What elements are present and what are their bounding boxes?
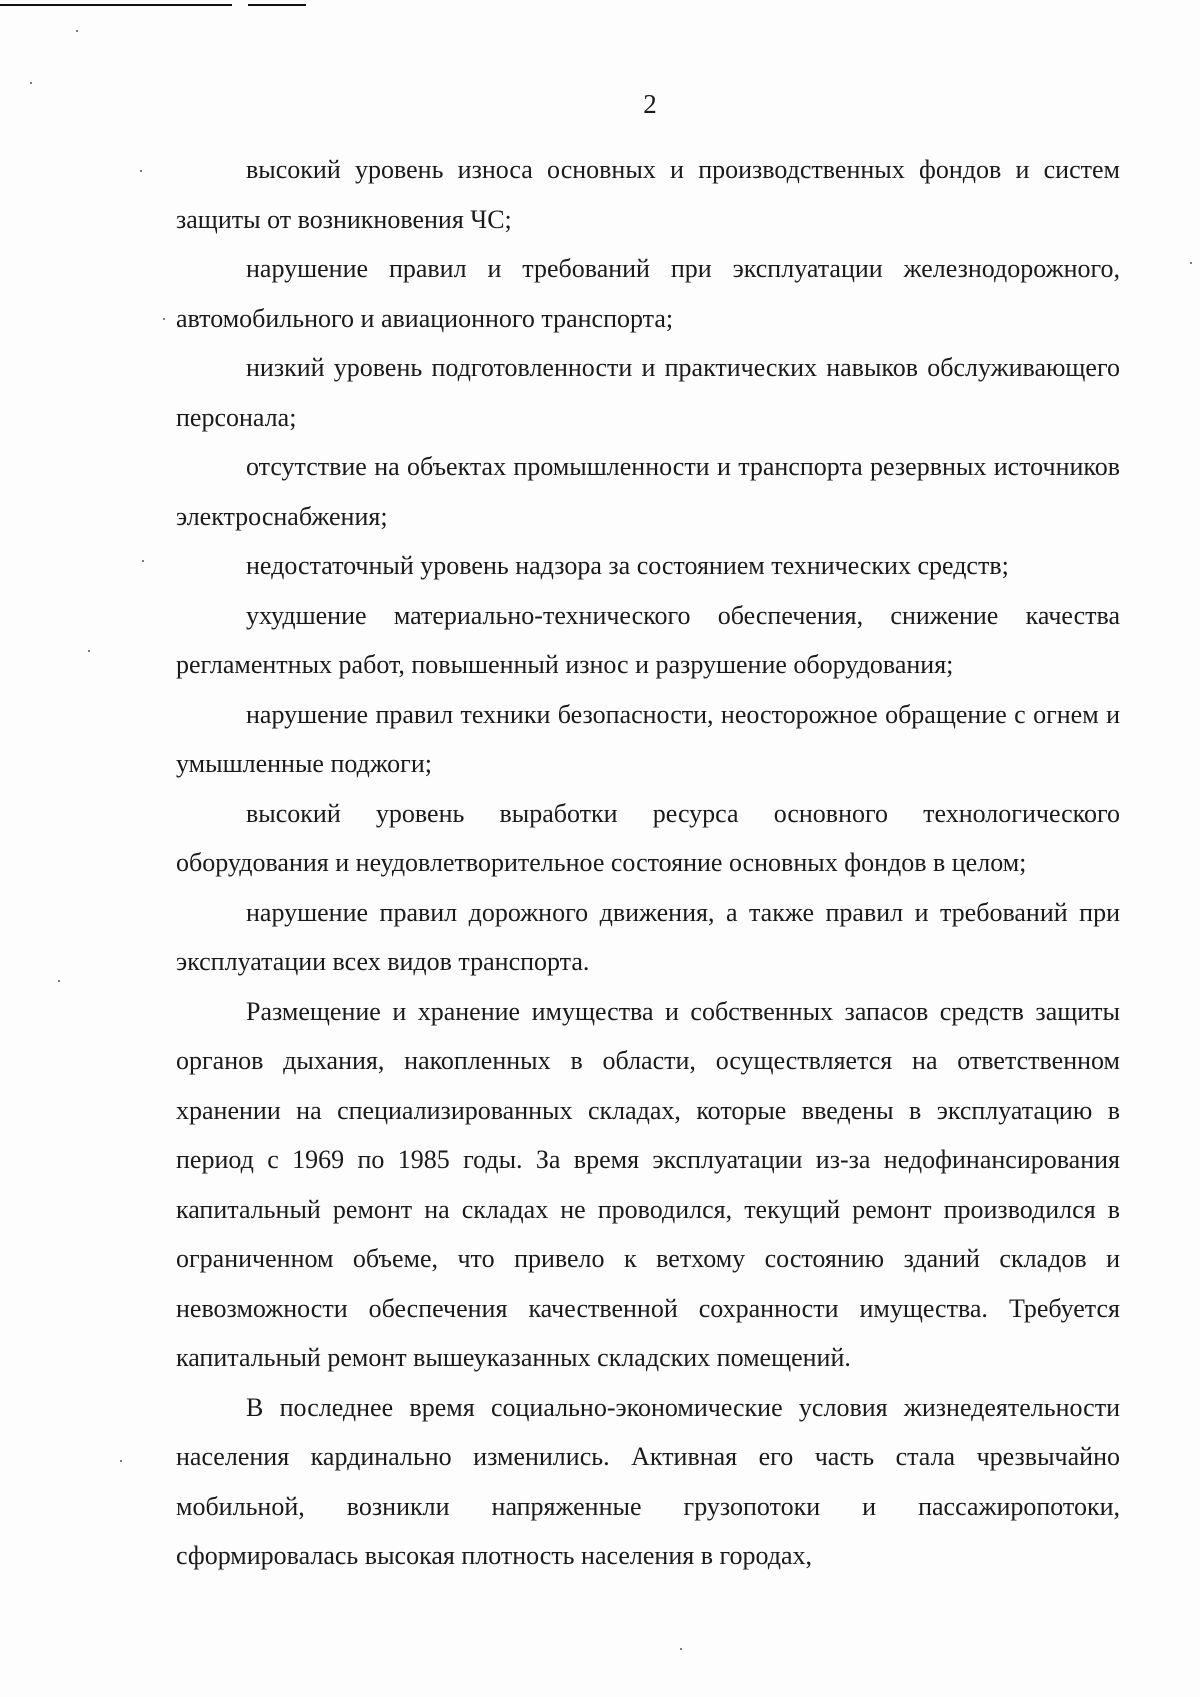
top-rule-right — [248, 4, 306, 6]
top-rule-left — [0, 4, 232, 6]
scan-speck — [88, 650, 90, 652]
paragraph-11: В последнее время социально-экономические условия жизнедеятельности населения кардинально изменились. Активная его часть стала чрезвычайно мобильной, возникли напряженные грузопотоки и пассажиропотоки, сформировалась высокая плотность населения в городах, — [176, 1392, 1120, 1570]
scan-speck — [1190, 262, 1192, 264]
page-number: 2 — [643, 89, 657, 119]
paragraph-10: Размещение и хранение имущества и собственных запасов средств защиты органов дыхания, накопленных в области, осуществляется на ответственном хранении на специализированных складах, которые введены в эксплуатацию в период с 1969 по 1985 годы. За время эксплуатации из-за недофинансирования капитальный ремонт на складах не проводился, текущий ремонт производился в ограниченном объеме, что привело к ветхому состоянию зданий складов и невозможности обеспечения качественной сохранности имущества. Требуется капитальный ремонт вышеуказанных складских помещений. — [176, 996, 1120, 1372]
paragraph-9: нарушение правил дорожного движения, а также правил и требований при эксплуатации всех видов транспорта. — [176, 897, 1120, 976]
paragraph-5: недостаточный уровень надзора за состоянием технических средств; — [246, 551, 1009, 580]
paragraph-1: высокий уровень износа основных и производственных фондов и систем защиты от возникновения ЧС; — [176, 155, 1120, 234]
scan-speck — [76, 30, 78, 32]
scan-speck — [120, 1460, 122, 1462]
scan-speck — [680, 1648, 682, 1650]
paragraph-2: нарушение правил и требований при эксплуатации железнодорожного, автомобильного и авиационного транспорта; — [176, 254, 1120, 333]
text-body — [176, 145, 1120, 1581]
scan-speck — [163, 318, 165, 320]
paragraph-8: высокий уровень выработки ресурса основного технологического оборудования и неудовлетворительное состояние основных фондов в целом; — [176, 798, 1120, 877]
paragraph-6: ухудшение материально-технического обеспечения, снижение качества регламентных работ, повышенный износ и разрушение оборудования; — [176, 600, 1120, 679]
scan-speck — [142, 560, 144, 562]
paragraph-7: нарушение правил техники безопасности, неосторожное обращение с огнем и умышленные поджоги; — [176, 699, 1120, 778]
paragraph-3: низкий уровень подготовленности и практических навыков обслуживающего персонала; — [176, 353, 1120, 432]
paragraph-4: отсутствие на объектах промышленности и транспорта резервных источников электроснабжения; — [176, 452, 1120, 531]
scan-speck — [30, 82, 32, 84]
scan-speck — [140, 170, 142, 172]
scan-speck — [58, 980, 60, 982]
